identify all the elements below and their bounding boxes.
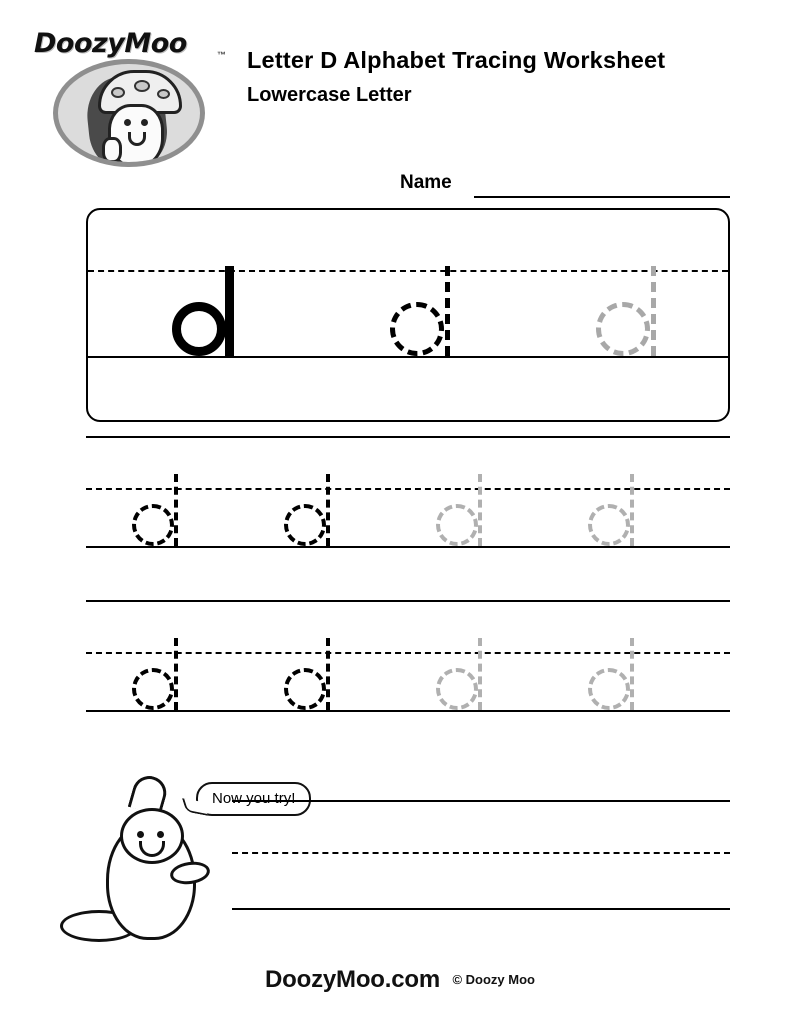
letter-stem bbox=[174, 474, 178, 546]
letter-stem bbox=[225, 266, 234, 356]
row-baseline bbox=[86, 710, 730, 712]
name-input-line[interactable] bbox=[474, 196, 730, 198]
letter-stem bbox=[445, 266, 450, 356]
free-write-baseline bbox=[232, 908, 730, 910]
letter-stem bbox=[630, 474, 634, 546]
letter-stem bbox=[478, 638, 482, 710]
page-subtitle: Lowercase Letter bbox=[247, 84, 412, 106]
baseline-solid bbox=[88, 356, 728, 358]
eye-icon bbox=[141, 119, 148, 126]
eye-icon bbox=[124, 119, 131, 126]
footer bbox=[0, 966, 800, 994]
row-topline bbox=[86, 600, 730, 602]
arm-icon bbox=[102, 137, 122, 163]
letter-bowl bbox=[284, 668, 326, 710]
letter-bowl bbox=[588, 504, 630, 546]
footer-copyright: © Doozy Moo bbox=[452, 972, 535, 987]
name-label: Name bbox=[400, 172, 452, 193]
practice-row-1 bbox=[86, 436, 730, 558]
model-letter-d bbox=[172, 266, 234, 356]
trace-letter-d[interactable] bbox=[588, 638, 636, 710]
trace-letter-d[interactable] bbox=[436, 474, 484, 546]
trace-letter-d[interactable] bbox=[132, 474, 180, 546]
logo-mascot-badge bbox=[53, 59, 205, 167]
letter-bowl bbox=[596, 302, 650, 356]
mushroom-spot-icon bbox=[157, 89, 170, 99]
letter-bowl bbox=[588, 668, 630, 710]
page-title: Letter D Alphabet Tracing Worksheet bbox=[247, 47, 666, 73]
mushroom-spot-icon bbox=[134, 80, 150, 92]
letter-stem bbox=[651, 266, 656, 356]
letter-bowl bbox=[132, 668, 174, 710]
practice-row-2 bbox=[86, 600, 730, 722]
free-write-midline bbox=[232, 852, 730, 854]
letter-bowl bbox=[390, 302, 444, 356]
letter-stem bbox=[174, 638, 178, 710]
trace-letter-d[interactable] bbox=[596, 266, 656, 356]
trace-letter-d[interactable] bbox=[588, 474, 636, 546]
free-write-topline bbox=[232, 800, 730, 802]
eye-icon bbox=[137, 831, 144, 838]
footer-site-name[interactable]: DoozyMoo.com bbox=[265, 966, 440, 993]
trace-letter-d[interactable] bbox=[132, 638, 180, 710]
letter-bowl bbox=[436, 504, 478, 546]
row-topline bbox=[86, 436, 730, 438]
trace-letter-d[interactable] bbox=[284, 474, 332, 546]
letter-stem bbox=[478, 474, 482, 546]
letter-bowl bbox=[132, 504, 174, 546]
logo bbox=[34, 28, 224, 168]
letter-bowl bbox=[284, 504, 326, 546]
mouth-icon bbox=[128, 132, 146, 146]
logo-wordmark: DoozyMoo bbox=[34, 28, 187, 59]
logo-creature-icon bbox=[108, 104, 164, 167]
letter-bowl bbox=[172, 302, 226, 356]
eye-icon bbox=[157, 831, 164, 838]
row-baseline bbox=[86, 546, 730, 548]
head-icon bbox=[120, 808, 184, 864]
speech-bubble: Now you try! bbox=[196, 782, 311, 816]
mouth-icon bbox=[139, 841, 165, 857]
trace-letter-d[interactable] bbox=[390, 266, 450, 356]
trace-letter-d[interactable] bbox=[284, 638, 332, 710]
letter-stem bbox=[326, 474, 330, 546]
trace-letter-d[interactable] bbox=[436, 638, 484, 710]
mushroom-spot-icon bbox=[111, 87, 125, 98]
practice-box bbox=[86, 208, 730, 422]
letter-stem bbox=[630, 638, 634, 710]
letter-bowl bbox=[436, 668, 478, 710]
letter-stem bbox=[326, 638, 330, 710]
logo-trademark-icon: ™ bbox=[217, 50, 226, 60]
